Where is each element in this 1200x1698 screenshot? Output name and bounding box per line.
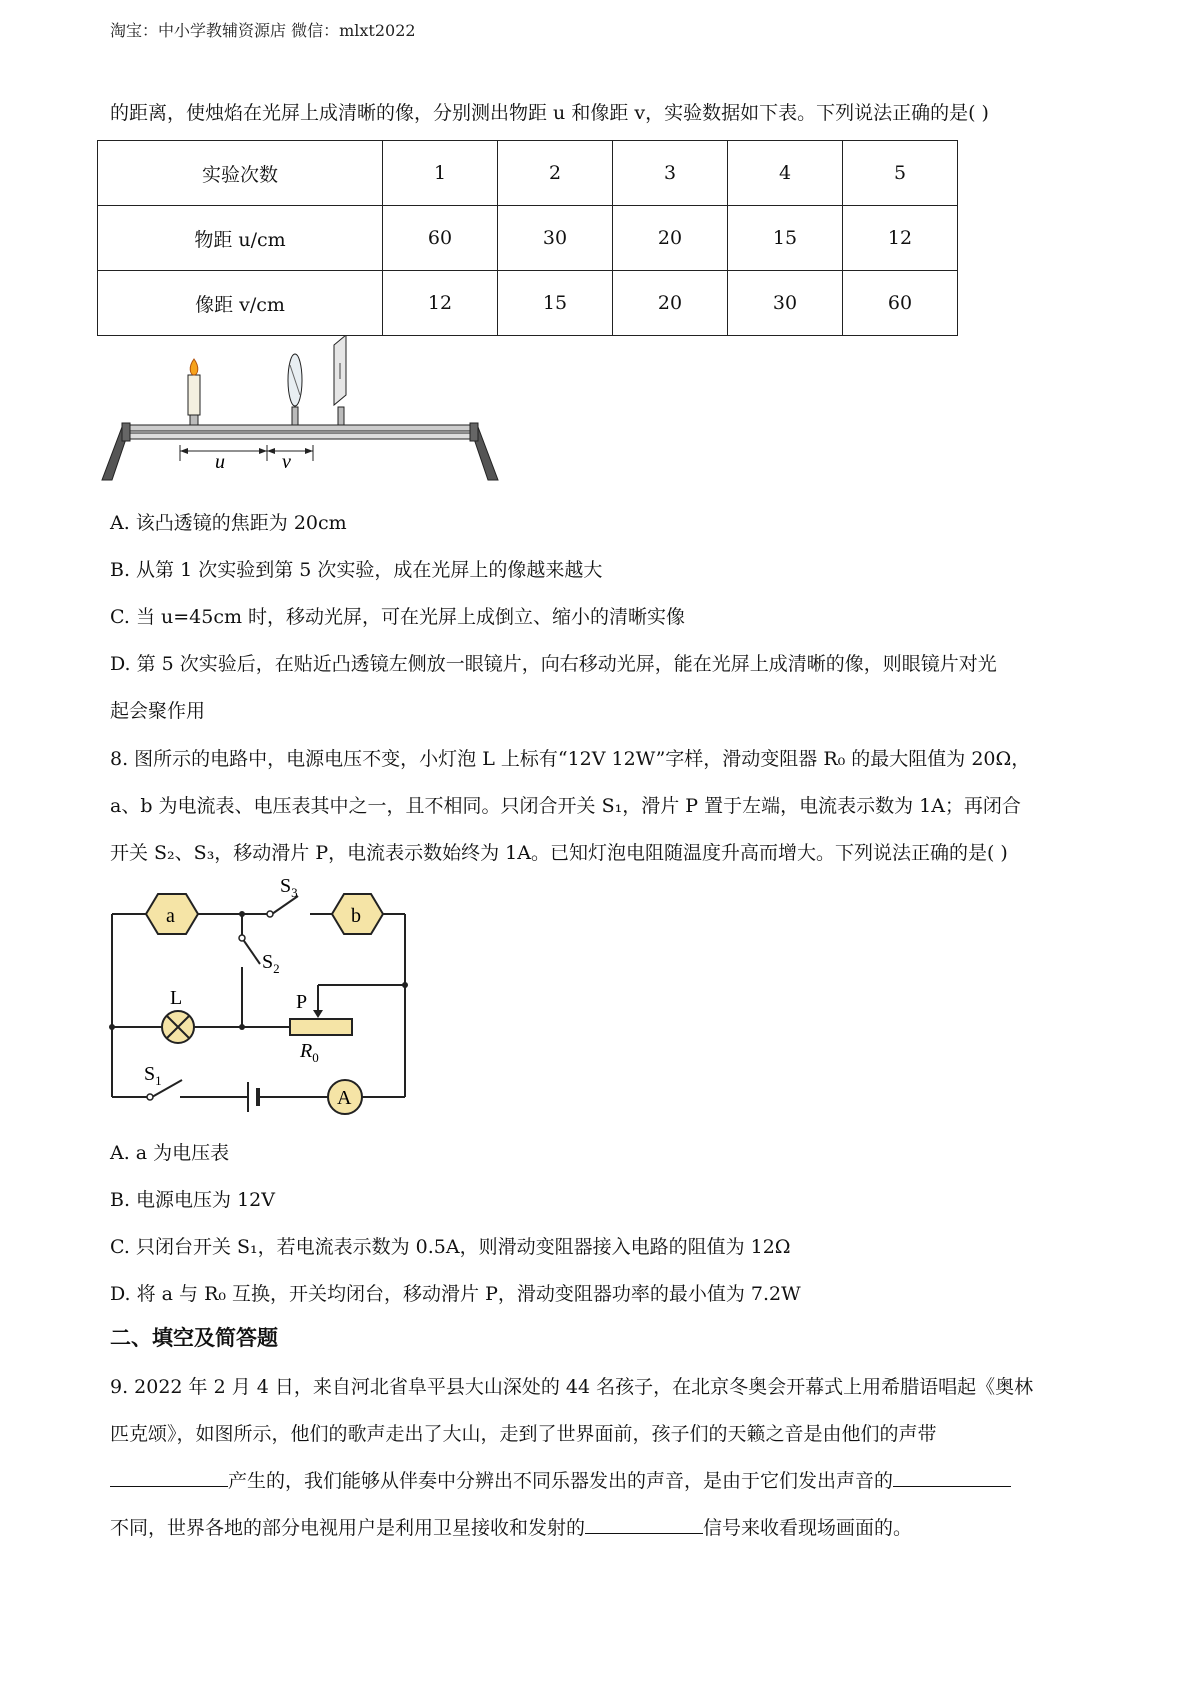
q7-intro: 的距离，使烛焰在光屏上成清晰的像，分别测出物距 u 和像距 v，实验数据如下表。下列说法正确的是( ) [110, 102, 989, 124]
table-cell: 物距 u/cm [98, 206, 383, 271]
slider-p-label: P [296, 991, 308, 1013]
table-cell: 4 [728, 141, 843, 206]
table-cell: 15 [728, 206, 843, 271]
table-row [98, 206, 958, 271]
q9-line4 [110, 1513, 912, 1540]
q9-line3 [110, 1466, 1011, 1493]
table-cell: 像距 v/cm [98, 271, 383, 336]
table-cell: 30 [498, 206, 613, 271]
table-cell: 1 [383, 141, 498, 206]
circuit-diagram [100, 872, 420, 1122]
q8-option-c: C. 只闭台开关 S₁，若电流表示数为 0.5A，则滑动变阻器接入电路的阻值为 12Ω [110, 1236, 791, 1258]
table-cell: 2 [498, 141, 613, 206]
table-cell: 20 [613, 271, 728, 336]
candle-icon [188, 359, 200, 425]
q8-line3: 开关 S₂、S₃，移动滑片 P，电流表示数始终为 1A。已知灯泡电阻随温度升高而增大。下列说法正确的是( ) [110, 842, 1008, 864]
ammeter-label: A [337, 1087, 352, 1109]
q8-line2: a、b 为电流表、电压表其中之一，且不相同。只闭合开关 S₁，滑片 P 置于左端，电流表示数为 1A；再闭合 [110, 795, 1021, 817]
s3-label: $S_3$ [280, 875, 298, 900]
q7-option-c: C. 当 u=45cm 时，移动光屏，可在光屏上成倒立、缩小的清晰实像 [110, 606, 686, 628]
table-cell: 5 [843, 141, 958, 206]
q8-option-a: A. a 为电压表 [110, 1142, 230, 1164]
v-label: v [282, 451, 291, 473]
q9-line4-text-a: 不同，世界各地的部分电视用户是利用卫星接收和发射的 [110, 1517, 586, 1539]
table-row [98, 271, 958, 336]
answer-blank-1[interactable] [110, 1467, 228, 1487]
lamp-label: L [170, 987, 183, 1009]
table-cell: 12 [383, 271, 498, 336]
table-cell: 实验次数 [98, 141, 383, 206]
s1-label: $S_1$ [144, 1063, 162, 1088]
s2-label: $S_2$ [262, 951, 280, 976]
r0-label: $R_0$ [300, 1040, 319, 1065]
q9-line1: 9. 2022 年 2 月 4 日，来自河北省阜平县大山深处的 44 名孩子，在北京冬奥会开幕式上用希腊语唱起《奥林 [110, 1376, 1034, 1398]
meter-b-label: b [351, 905, 361, 927]
table-row [98, 141, 958, 206]
q7-option-b: B. 从第 1 次实验到第 5 次实验，成在光屏上的像越来越大 [110, 559, 603, 581]
q8-option-b: B. 电源电压为 12V [110, 1189, 275, 1211]
lamp-icon [162, 1011, 194, 1043]
table-cell: 15 [498, 271, 613, 336]
answer-blank-3[interactable] [585, 1514, 703, 1534]
table-cell: 30 [728, 271, 843, 336]
table-cell: 3 [613, 141, 728, 206]
lens-icon [288, 354, 302, 425]
section-title: 二、填空及简答题 [110, 1326, 278, 1350]
answer-blank-2[interactable] [893, 1467, 1011, 1487]
page-header: 淘宝：中小学教辅资源店 微信：mlxt2022 [110, 21, 416, 40]
rheostat-icon [290, 1010, 352, 1035]
q8-option-d: D. 将 a 与 R₀ 互换，开关均闭台，移动滑片 P，滑动变阻器功率的最小值为 7.2W [110, 1283, 801, 1305]
u-label: u [215, 451, 225, 473]
table-cell: 60 [383, 206, 498, 271]
q8-line1: 8. 图所示的电路中，电源电压不变，小灯泡 L 上标有“12V 12W”字样，滑动变阻器 R₀ 的最大阻值为 20Ω， [110, 748, 1031, 770]
q9-line4-text-b: 信号来收看现场画面的。 [703, 1517, 913, 1539]
screen-icon [334, 335, 346, 425]
table-cell: 60 [843, 271, 958, 336]
q7-option-d: D. 第 5 次实验后，在贴近凸透镜左侧放一眼镜片，向右移动光屏，能在光屏上成清晰的像，则眼镜片对光 [110, 653, 997, 675]
q9-line2: 匹克颂》，如图所示，他们的歌声走出了大山，走到了世界面前，孩子们的天籁之音是由他们的声带 [110, 1423, 937, 1445]
meter-a-label: a [166, 905, 175, 927]
experiment-table [97, 140, 958, 336]
q9-line3-text: 产生的，我们能够从伴奏中分辨出不同乐器发出的声音，是由于它们发出声音的 [228, 1470, 894, 1492]
table-cell: 12 [843, 206, 958, 271]
table-cell: 20 [613, 206, 728, 271]
q7-option-d-cont: 起会聚作用 [110, 700, 206, 722]
optical-bench-figure [100, 335, 520, 485]
q7-option-a: A. 该凸透镜的焦距为 20cm [110, 512, 347, 534]
